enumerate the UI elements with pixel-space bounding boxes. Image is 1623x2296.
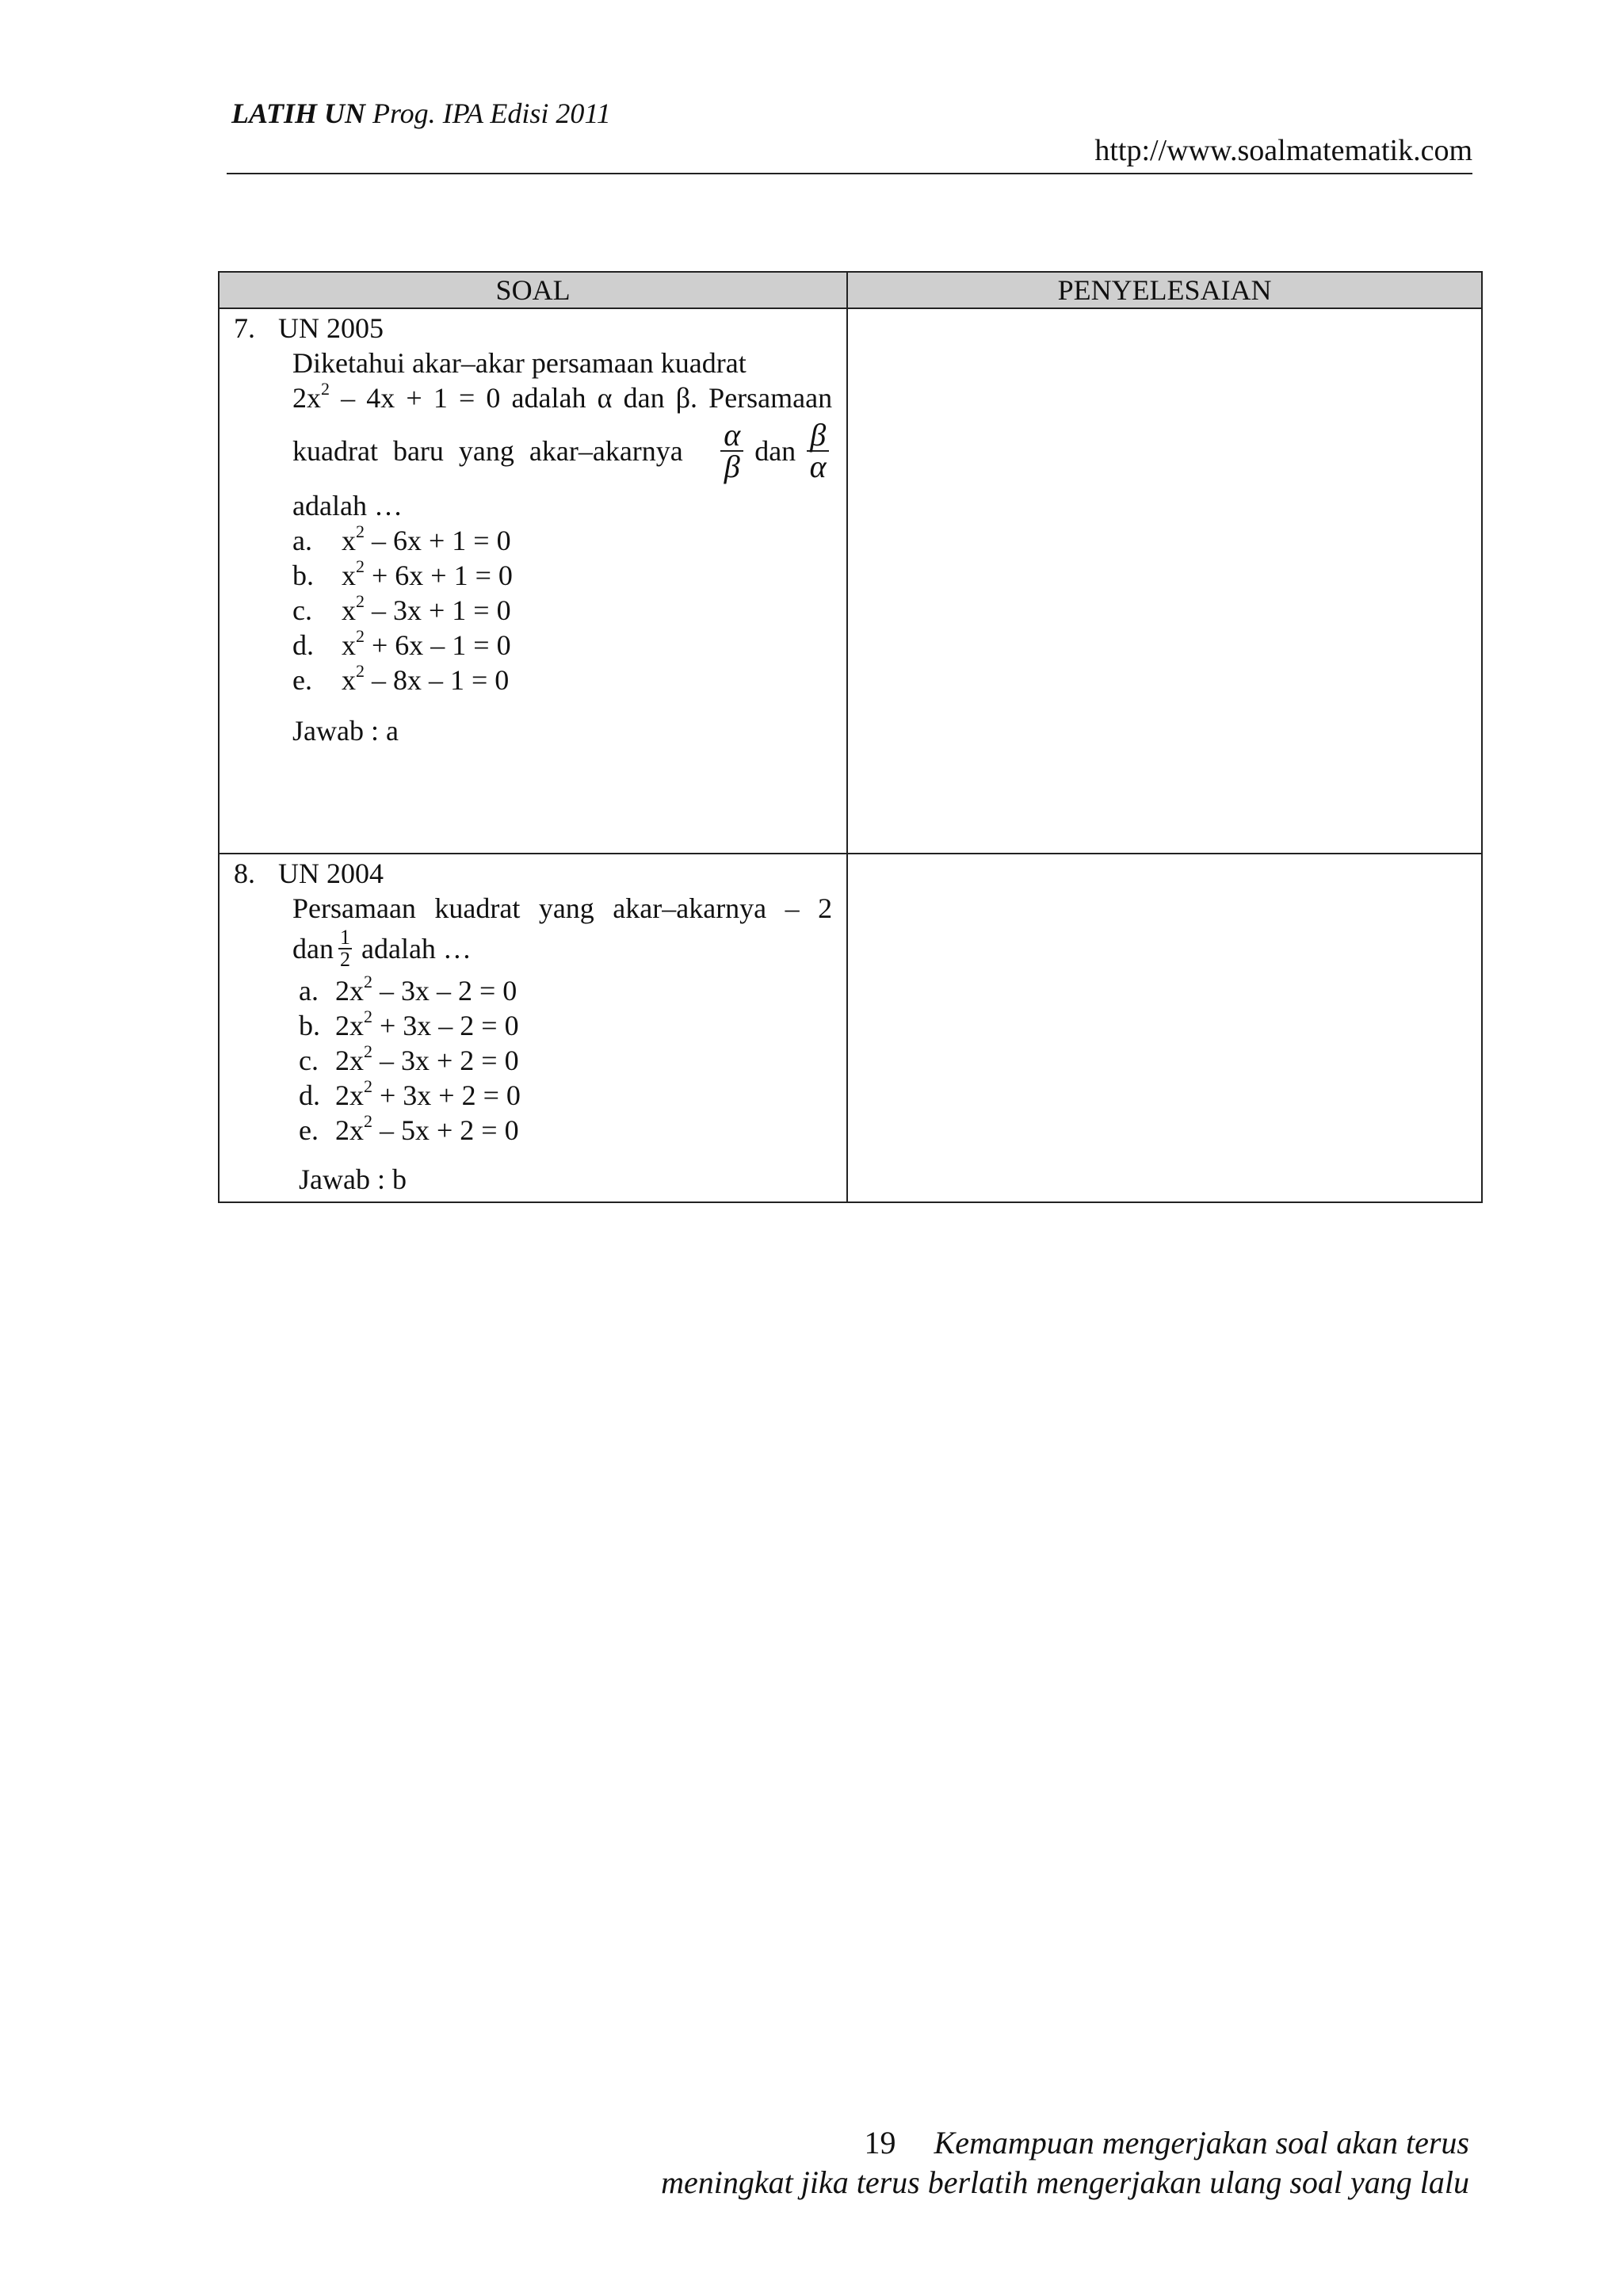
question-line: Diketahui akar–akar persamaan kuadrat [292, 347, 747, 379]
answer-key: Jawab : a [292, 715, 399, 747]
page-number: 19 [864, 2125, 896, 2160]
option-a: a. $x^2 - 6x + 1 = 0$ [292, 521, 511, 556]
question-line: $2x^2 - 4x + 1 = 0$ adalah α dan β. Persamaan [292, 379, 833, 414]
table-header-row [219, 272, 1482, 308]
question-source: UN 2005 [278, 312, 384, 344]
header-subtitle: Prog. IPA Edisi 2011 [372, 97, 611, 129]
question-number: 8. [234, 858, 255, 889]
table-row [219, 308, 1482, 854]
fraction-one-half: 1 2 [339, 926, 350, 971]
question-line: kuadrat baru yang akar–akarnya $\frac{\alpha}{\beta}$ dan $\frac{\beta}{\alpha}$ [292, 420, 832, 482]
table-row [219, 854, 1482, 1202]
question-source: UN 2004 [278, 858, 384, 889]
question-text [234, 346, 832, 748]
option-c: c. $x^2 - 3x + 1 = 0$ [292, 591, 511, 626]
option-e: e. $x^2 - 8x - 1 = 0$ [292, 661, 510, 696]
answer-key: Jawab : b [299, 1163, 407, 1195]
header-brand: LATIH UN [231, 97, 366, 129]
solution-7-cell [847, 308, 1482, 854]
option-e: e. $2x^2 - 5x + 2 = 0$ [299, 1111, 519, 1146]
question-line: adalah … [292, 490, 403, 521]
question-number: 7. [234, 312, 255, 344]
problem-table [218, 271, 1483, 1203]
question-8-cell [219, 854, 847, 1202]
option-d: d. $2x^2 + 3x + 2 = 0$ [299, 1076, 521, 1111]
column-header-soal: SOAL [219, 272, 847, 308]
footer-line-1 [865, 2124, 1469, 2161]
fraction-beta-alpha: $\frac{\beta}{\alpha}$ [807, 420, 829, 482]
fraction-alpha-beta: $\frac{\alpha}{\beta}$ [720, 420, 743, 482]
option-b: b. $2x^2 + 3x - 2 = 0$ [299, 1007, 519, 1041]
column-header-penyelesaian: PENYELESAIAN [847, 272, 1482, 308]
option-b: b. $x^2 + 6x + 1 = 0$ [292, 556, 513, 591]
options-list [292, 523, 832, 697]
solution-8-cell [847, 854, 1482, 1202]
option-c: c. $2x^2 - 3x + 2 = 0$ [299, 1041, 519, 1076]
question-line: dan 1 2 adalah … [292, 926, 472, 971]
question-line: Persamaan kuadrat yang akar–akarnya – 2 [292, 892, 833, 924]
question-text [234, 891, 832, 1197]
question-7-cell [219, 308, 847, 854]
header-rule [227, 173, 1472, 174]
footer-motto-1: Kemampuan mengerjakan soal akan terus [934, 2125, 1469, 2160]
header-title [231, 97, 611, 130]
option-a: a. $2x^2 - 3x - 2 = 0$ [299, 972, 517, 1007]
header-url[interactable]: http://www.soalmatematik.com [1094, 134, 1472, 167]
options-list [292, 973, 832, 1148]
option-d: d. $x^2 + 6x - 1 = 0$ [292, 626, 511, 661]
footer-motto-2: meningkat jika terus berlatih mengerjakan ulang soal yang lalu [661, 2164, 1469, 2200]
